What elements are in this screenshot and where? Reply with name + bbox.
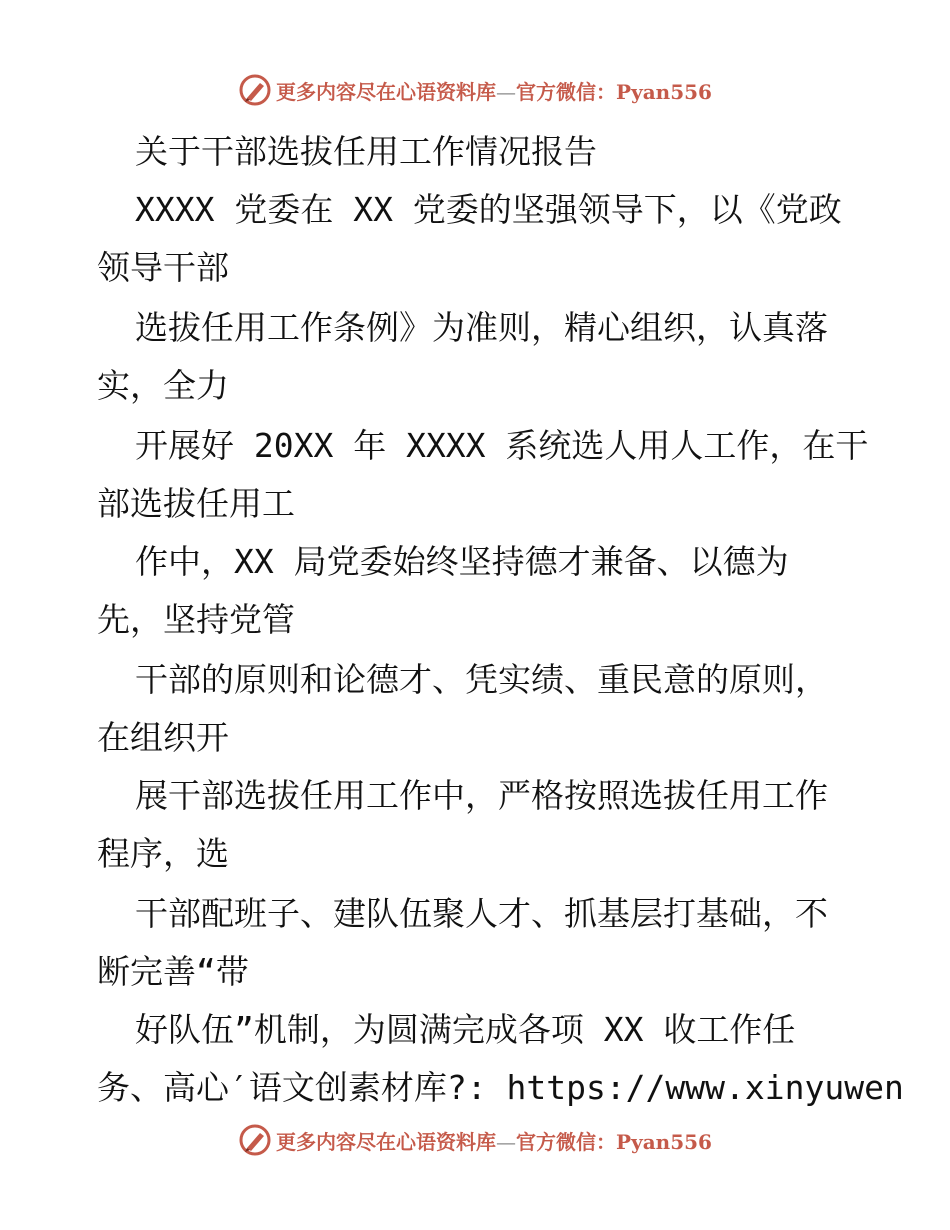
pen-logo-icon: [238, 1123, 272, 1157]
text-line: 干部配班子、建队伍聚人才、抓基层打基础，不: [135, 894, 828, 933]
text-line: 领导干部: [97, 248, 229, 287]
text-line: 实，全力: [97, 366, 229, 405]
text-line: 程序，选: [97, 834, 229, 873]
text-line: 部选拔任用工: [97, 484, 295, 523]
text-line: 好队伍”机制，为圆满完成各项 XX 收工作任: [135, 1010, 796, 1049]
doc-title: 关于干部选拔任用工作情况报告: [135, 132, 597, 171]
watermark-banner-bottom: [0, 1120, 950, 1160]
watermark-text: 更多内容尽在心语资料库—官方微信：Pyan556: [276, 79, 712, 104]
text-line: XXXX 党委在 XX 党委的坚强领导下，以《党政: [135, 190, 842, 229]
text-line: 选拔任用工作条例》为准则，精心组织，认真落: [135, 308, 828, 347]
text-line: 干部的原则和论德才、凭实绩、重民意的原则，: [135, 660, 828, 699]
text-line: 开展好 20XX 年 XXXX 系统选人用人工作，在干: [135, 426, 869, 465]
watermark-text: 更多内容尽在心语资料库—官方微信：Pyan556: [276, 1129, 712, 1154]
text-line: 展干部选拔任用工作中，严格按照选拔任用工作: [135, 776, 828, 815]
watermark-banner-top: [0, 70, 950, 110]
text-line: 在组织开: [97, 718, 229, 757]
text-line: 先，坚持党管: [97, 600, 295, 639]
text-line: 务、高心′语文创素材库?: https://www.xinyuwen: [97, 1068, 904, 1107]
pen-logo-icon: [238, 73, 272, 107]
text-line: 断完善“带: [97, 952, 249, 991]
wechat-id: Pyan556: [616, 1129, 712, 1154]
wechat-id: Pyan556: [616, 79, 712, 104]
text-line: 作中，XX 局党委始终坚持德才兼备、以德为: [135, 542, 789, 581]
